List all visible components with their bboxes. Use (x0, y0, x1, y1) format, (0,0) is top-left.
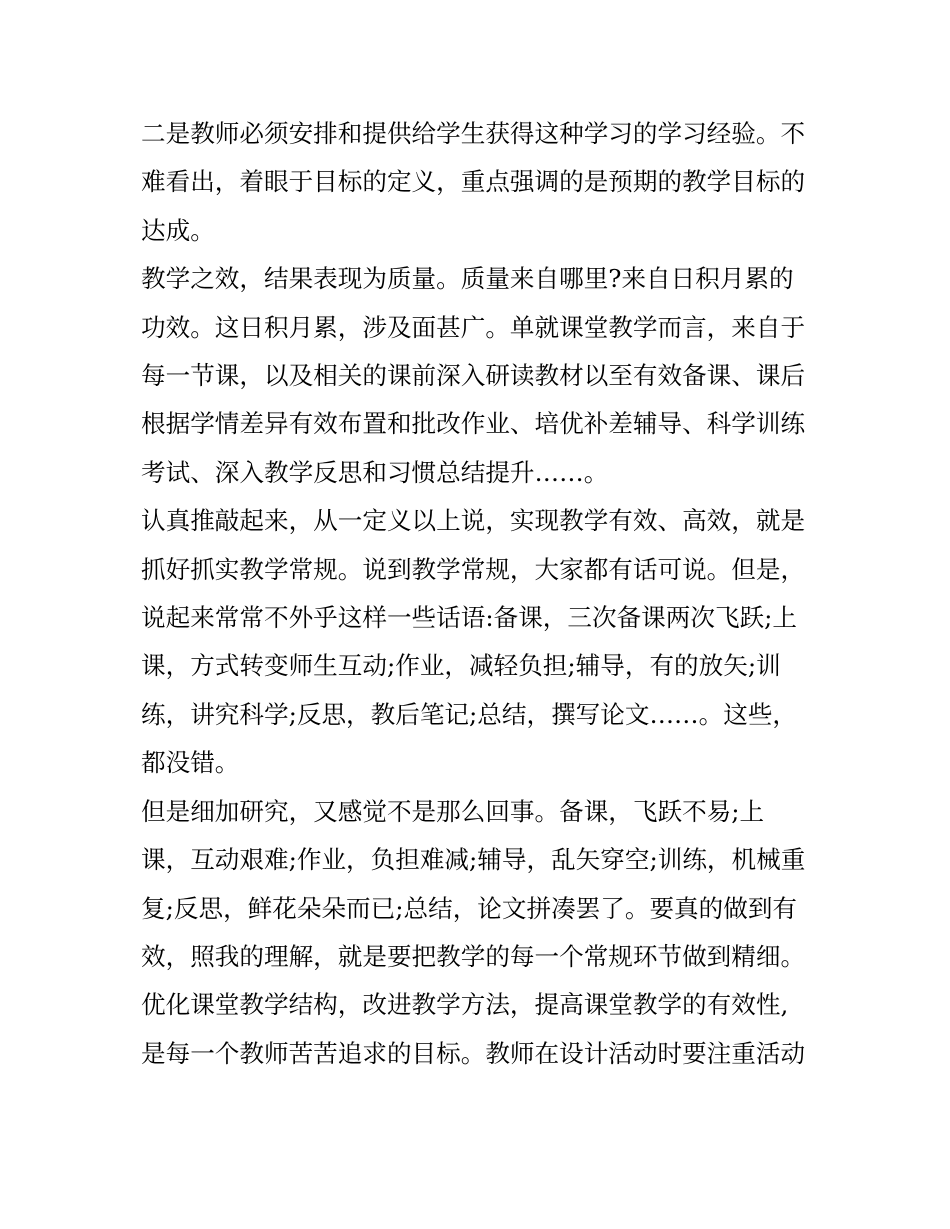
paragraph-3-line-5: 练，讲究科学;反思，教后笔记;总结，撰写论文……。这些， (141, 699, 798, 729)
paragraph-2 (141, 255, 821, 497)
paragraph-2-line-3: 每一节课，以及相关的课前深入研读教材以至有效备课、课后 (141, 361, 806, 391)
paragraph-2-line-4: 根据学情差异有效布置和批改作业、培优补差辅导、科学训练 (141, 409, 806, 439)
paragraph-1 (141, 110, 821, 255)
paragraph-1-line-2: 难看出，着眼于目标的定义，重点强调的是预期的教学目标的 (141, 167, 806, 197)
paragraph-4 (141, 788, 821, 982)
paragraph-4-line-1: 但是细加研究，又感觉不是那么回事。备课，飞跃不易;上 (141, 796, 765, 826)
paragraph-3-line-3: 说起来常常不外乎这样一些话语:备课，三次备课两次飞跃;上 (141, 603, 798, 633)
paragraph-3-line-6: 都没错。 (141, 748, 240, 778)
paragraph-1-line-3: 达成。 (141, 215, 215, 245)
document-body (141, 110, 821, 1078)
paragraph-3-line-4: 课，方式转变师生互动;作业，减轻负担;辅导，有的放矢;训 (141, 651, 781, 681)
paragraph-4-line-3: 复;反思，鲜花朵朵而已;总结，论文拼凑罢了。要真的做到有 (141, 893, 798, 923)
paragraph-2-line-5: 考试、深入教学反思和习惯总结提升……。 (141, 457, 609, 487)
paragraph-4-line-4: 效，照我的理解，就是要把教学的每一个常规环节做到精细。 (141, 941, 806, 971)
paragraph-5-line-1: 优化课堂教学结构，改进教学方法，提高课堂教学的有效性, (141, 990, 789, 1020)
paragraph-4-line-2: 课，互动艰难;作业，负担难减;辅导，乱矢穿空;训练，机械重 (141, 845, 806, 875)
paragraph-3 (141, 497, 821, 787)
paragraph-2-line-1: 教学之效，结果表现为质量。质量来自哪里?来自日积月累的 (141, 264, 794, 294)
paragraph-5-line-2: 是每一个教师苦苦追求的目标。教师在设计活动时要注重活动 (141, 1038, 806, 1068)
paragraph-2-line-2: 功效。这日积月累，涉及面甚广。单就课堂教学而言，来自于 (141, 312, 806, 342)
paragraph-1-line-1: 二是教师必须安排和提供给学生获得这种学习的学习经验。不 (141, 119, 806, 148)
paragraph-3-line-1: 认真推敲起来，从一定义以上说，实现教学有效、高效，就是 (141, 506, 806, 536)
paragraph-5 (141, 981, 821, 1078)
paragraph-3-line-2: 抓好抓实教学常规。说到教学常规，大家都有话可说。但是， (141, 554, 806, 584)
